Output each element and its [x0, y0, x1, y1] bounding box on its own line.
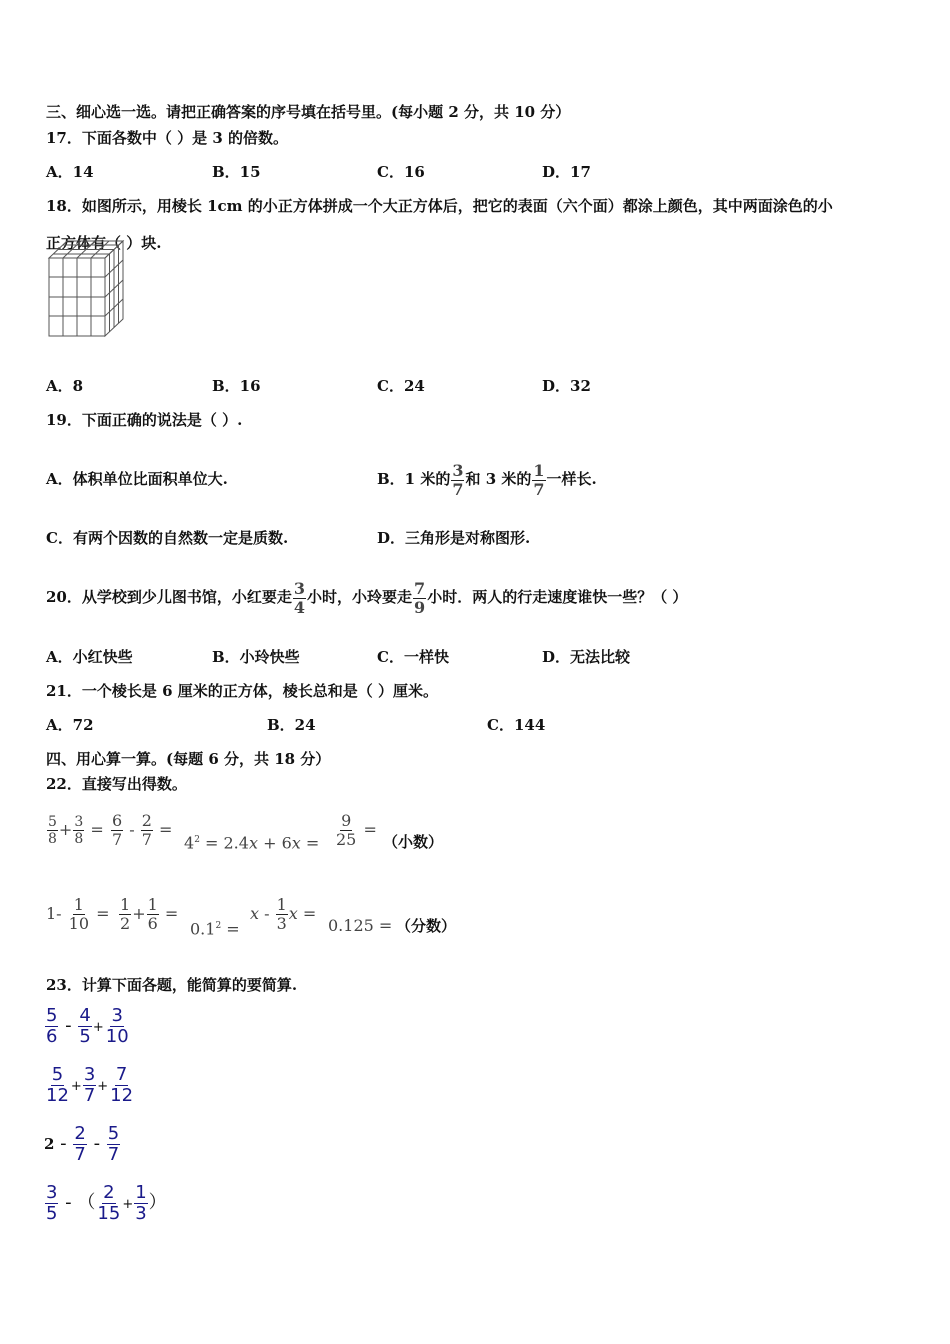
equals-sign: =	[96, 904, 110, 923]
question-19-stem: 19．下面正确的说法是（ ）.	[46, 411, 243, 429]
denominator: 7	[452, 479, 464, 499]
fraction	[47, 815, 58, 846]
fraction	[96, 1181, 121, 1224]
fraction	[293, 578, 306, 617]
numerator: 3	[293, 578, 306, 598]
denominator: 25	[336, 830, 357, 849]
q18-option-c[interactable]: C．24	[377, 377, 425, 395]
fraction	[73, 815, 84, 846]
denominator: 6	[46, 1025, 58, 1047]
numerator: 1	[120, 895, 131, 914]
denominator: 6	[147, 914, 158, 933]
q17-option-d[interactable]: D．17	[542, 163, 591, 181]
fraction	[532, 460, 545, 499]
question-18-line-2: 正方体有（ ）块.	[46, 234, 162, 252]
fraction	[45, 1063, 70, 1106]
q19-option-b[interactable]	[377, 446, 597, 512]
q19-option-a[interactable]: A．体积单位比面积单位大.	[46, 470, 228, 488]
q19-option-c[interactable]: C．有两个因数的自然数一定是质数.	[46, 529, 289, 547]
denominator: 15	[97, 1202, 121, 1224]
equals-sign: =	[159, 820, 173, 839]
denominator: 12	[110, 1084, 134, 1106]
q22-row-2-item-2: $\frac{1}{2}$ + $\frac{1}{6}$ =	[120, 895, 179, 933]
fraction	[141, 813, 153, 848]
numerator: 7	[414, 578, 426, 598]
denominator: 7	[83, 1084, 96, 1106]
question-23-stem: 23．计算下面各题，能简算的要简算.	[46, 976, 298, 994]
q19-b-suffix: 一样长.	[546, 470, 597, 488]
q20-option-c[interactable]: C．一样快	[377, 648, 449, 666]
fraction	[68, 897, 90, 932]
cube-diagram	[46, 236, 126, 342]
q17-option-b[interactable]: B．15	[212, 163, 261, 181]
q22-row-2-note: （分数）	[396, 917, 457, 935]
numerator: 2	[141, 811, 152, 830]
numerator: 1	[135, 1181, 147, 1203]
q20-option-a[interactable]: A．小红快些	[46, 648, 133, 666]
fraction	[413, 578, 426, 617]
denominator: 7	[107, 1143, 120, 1165]
denominator: 8	[48, 831, 57, 847]
fraction	[451, 460, 464, 499]
numerator: 5	[107, 1122, 120, 1144]
q17-option-c[interactable]: C．16	[377, 163, 425, 181]
fraction	[45, 1181, 58, 1224]
equals-sign: =	[363, 820, 377, 839]
numerator: 3	[74, 814, 84, 830]
q21-option-a[interactable]: A．72	[46, 716, 94, 734]
q18-option-a[interactable]: A．8	[46, 377, 84, 395]
q22-row-1-item-3: $4^2 = 2.4x + 6x$ =	[184, 833, 320, 853]
fraction	[107, 1122, 120, 1165]
denominator: 7	[141, 830, 152, 849]
fraction	[134, 1181, 147, 1224]
q21-option-b[interactable]: B．24	[267, 716, 316, 734]
q21-option-c[interactable]: C．144	[487, 716, 546, 734]
q20-suffix: 小时．两人的行走速度谁快一些？（ ）	[427, 588, 688, 606]
equals-sign: =	[164, 904, 179, 923]
numerator: 3	[452, 460, 464, 480]
fraction	[109, 1063, 134, 1106]
q23-expression-4: $\frac{3}{5}$ - （ $\frac{2}{15}$ + $\frac{1}{3}$ ）	[46, 1181, 167, 1224]
fraction	[276, 897, 288, 932]
denominator: 5	[79, 1025, 91, 1047]
q20-option-d[interactable]: D．无法比较	[542, 648, 631, 666]
denominator: 3	[135, 1202, 147, 1224]
q22-row-1-item-4	[334, 806, 377, 854]
question-21-stem: 21．一个棱长是 6 厘米的正方体，棱长总和是（ ）厘米。	[46, 682, 438, 700]
numerator: 4	[79, 1004, 91, 1026]
q23-expression-2: $\frac{5}{12}$ + $\frac{3}{7}$ + $\frac{7}{12}$	[46, 1063, 134, 1106]
fraction	[73, 1122, 86, 1165]
q22-row-2-item-5: 0.125 =	[328, 916, 393, 935]
denominator: 3	[276, 914, 287, 933]
numerator: 1	[533, 460, 545, 480]
fraction	[105, 1004, 130, 1047]
numerator: 1	[73, 895, 84, 914]
q20-option-b[interactable]: B．小玲快些	[212, 648, 300, 666]
denominator: 8	[74, 831, 84, 847]
denominator: 10	[68, 914, 90, 933]
denominator: 7	[74, 1143, 86, 1165]
question-20-stem	[46, 564, 687, 630]
numerator: 5	[51, 1063, 64, 1085]
denominator: 12	[46, 1084, 69, 1106]
denominator: 2	[120, 914, 131, 933]
numerator: 1	[276, 895, 287, 914]
numerator: 3	[46, 1181, 58, 1203]
equals-sign: =	[90, 820, 104, 839]
q18-option-b[interactable]: B．16	[212, 377, 261, 395]
q22-row-1: $\frac{5}{8}$ + $\frac{3}{8}$ =	[48, 814, 104, 847]
q19-b-middle: 和 3 米的	[465, 470, 532, 488]
fraction	[147, 897, 159, 932]
q19-b-prefix: B．1 米的	[377, 470, 451, 488]
equals-sign: =	[302, 904, 317, 923]
denominator: 9	[414, 597, 426, 617]
question-18-line-1: 18．如图所示，用棱长 1cm 的小正方体拼成一个大正方体后，把它的表面（六个面）都涂上颜色，其中两面涂色的小	[46, 197, 833, 215]
q22-row-1-item-2: $\frac{6}{7}$ - $\frac{2}{7}$ =	[112, 811, 173, 849]
q20-prefix: 20．从学校到少儿图书馆，小红要走	[46, 588, 292, 606]
denominator: 5	[46, 1202, 58, 1224]
numerator: 3	[83, 1063, 96, 1085]
q19-option-d[interactable]: D．三角形是对称图形.	[377, 529, 531, 547]
fraction	[335, 813, 357, 848]
numerator: 5	[48, 814, 57, 830]
denominator: 7	[533, 479, 545, 499]
fraction	[45, 1004, 58, 1047]
numerator: 9	[341, 811, 352, 830]
section-4-heading: 四、用心算一算。(每题 6 分，共 18 分）	[46, 750, 331, 768]
question-17-stem: 17．下面各数中（ ）是 3 的倍数。	[46, 129, 288, 147]
q23-expression-3: 2 - $\frac{2}{7}$ - $\frac{5}{7}$	[44, 1122, 120, 1165]
q18-option-d[interactable]: D．32	[542, 377, 591, 395]
denominator: 7	[112, 830, 123, 849]
q17-option-a[interactable]: A．14	[46, 163, 94, 181]
fraction	[111, 813, 123, 848]
section-3-heading: 三、细心选一选。请把正确答案的序号填在括号里。(每小题 2 分，共 10 分）	[46, 103, 571, 121]
numerator: 1	[147, 895, 158, 914]
numerator: 3	[111, 1004, 123, 1026]
q22-row-2-item-4: x - $\frac{1}{3}$ x =	[250, 895, 317, 933]
q22-row-2-item-3: $0.1^2$ =	[190, 919, 240, 939]
q22-row-1-note: （小数）	[383, 833, 444, 851]
q22-row-2: 1- $\frac{1}{10}$ =	[46, 895, 110, 933]
denominator: 4	[293, 597, 306, 617]
question-22-stem: 22．直接写出得数。	[46, 775, 187, 793]
fraction	[83, 1063, 96, 1106]
numerator: 6	[112, 811, 123, 830]
denominator: 10	[105, 1025, 129, 1047]
q23-expression-1: $\frac{5}{6}$ - $\frac{4}{5}$ + $\frac{3}{10}$	[46, 1004, 129, 1047]
fraction	[78, 1004, 91, 1047]
numerator: 7	[115, 1063, 128, 1085]
q20-middle: 小时，小玲要走	[307, 588, 413, 606]
numerator: 5	[46, 1004, 58, 1026]
numerator: 2	[103, 1181, 115, 1203]
fraction	[119, 897, 131, 932]
numerator: 2	[74, 1122, 86, 1144]
